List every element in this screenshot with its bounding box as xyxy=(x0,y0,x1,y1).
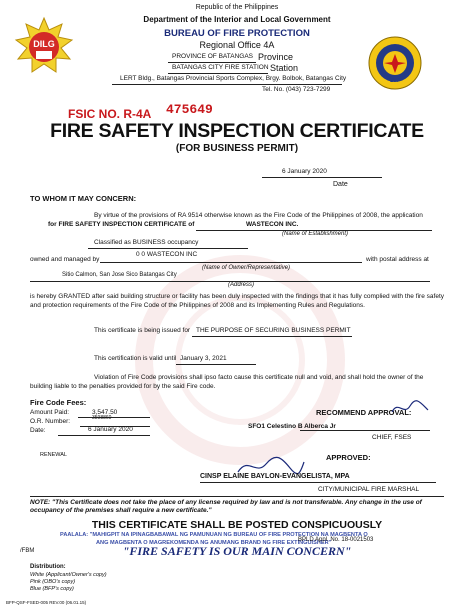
address-caption: (Address) xyxy=(228,282,255,288)
date-label: Date xyxy=(333,181,348,188)
validity-label: This certification is valid until xyxy=(94,355,177,362)
bpld-stamp: BPLD Appl. No. 18-0021503 xyxy=(298,537,374,543)
or-number-label: O.R. Number: xyxy=(30,418,71,425)
issue-date: 6 January 2020 xyxy=(282,168,327,175)
paalala-notice: PAALALA: "MAHIGPIT NA IPINAGBABAWAL NG PAMUNUAN NG BUREAU OF FIRE PROTECTION NA MAGBENTA O xyxy=(60,532,368,538)
intro-line-2: for FIRE SAFETY INSPECTION CERTIFICATE of xyxy=(48,221,195,228)
owner-address: Sitio Calmon, San Jose Sico Batangas City xyxy=(62,272,177,278)
distribution-item: Pink (OBO's copy) xyxy=(30,579,76,585)
granted-paragraph: is hereby GRANTED after said building structure or facility has been duly inspected with the findings that it has fully complied with the fire safety and protection requirements of the Fire Code of the Philippines of 2008 and its Implementing Rules and Regulations. xyxy=(30,293,444,309)
station-underline xyxy=(168,73,268,74)
province-underline xyxy=(168,62,256,63)
certificate-subtitle: (FOR BUSINESS PERMIT) xyxy=(175,143,299,154)
date-underline xyxy=(262,177,382,178)
approver-title: CITY/MUNICIPAL FIRE MARSHAL xyxy=(318,486,420,493)
intro-line-1: By virtue of the provisions of RA 9514 otherwise known as the Fire Code of the Philippines of 2008, the application xyxy=(94,212,423,219)
slogan: "FIRE SAFETY IS OUR MAIN CONCERN" xyxy=(122,544,352,558)
fee-date-value: 6 January 2020 xyxy=(88,426,133,433)
owned-label: owned and managed by xyxy=(30,256,100,263)
bureau-name: BUREAU OF FIRE PROTECTION xyxy=(164,28,310,39)
establishment-caption: (Name of Establishment) xyxy=(282,231,349,237)
postal-address-label: with postal address at xyxy=(366,256,429,263)
fees-heading: Fire Code Fees: xyxy=(30,398,87,407)
certificate-title: FIRE SAFETY INSPECTION CERTIFICATE xyxy=(50,120,424,142)
approver-name: CINSP ELAINE BAYLON-EVANGELISTA, MPA xyxy=(200,473,350,480)
recommend-approval-label: RECOMMEND APPROVAL: xyxy=(316,408,412,417)
fee-date-underline xyxy=(58,435,150,436)
amount-underline xyxy=(78,417,150,418)
footer-note: NOTE: "This Certificate does not take the place of any license required by law and is not transferable. Any change in the use of occupancy of the premises shall require a new certificate." xyxy=(30,499,422,515)
form-code: BFP-QSF-FSED-005 REV.00 (06.01.15) xyxy=(6,600,87,605)
owner-name: 0 0 WASTECON INC xyxy=(136,251,198,258)
salutation: TO WHOM IT MAY CONCERN: xyxy=(30,194,137,203)
purpose-label: This certificate is being issued for xyxy=(94,327,191,334)
approver-underline xyxy=(200,482,436,483)
recommender-name: SFO1 Celestino B Alberca Jr xyxy=(248,423,336,430)
bfp-logo-text: BFP xyxy=(390,78,400,84)
amount-label: Amount Paid: xyxy=(30,409,70,416)
purpose-value: THE PURPOSE OF SECURING BUSINESS PERMIT xyxy=(196,327,351,334)
address-underline xyxy=(112,84,342,85)
distribution-heading: Distribution: xyxy=(30,564,66,570)
recommender-title: CHIEF, FSES xyxy=(372,434,412,441)
occupancy-classification: Classified as BUSINESS occupancy xyxy=(94,239,199,246)
station-name: BATANGAS CITY FIRE STATION xyxy=(172,64,269,71)
footer-divider xyxy=(30,496,444,497)
purpose-underline xyxy=(192,336,352,337)
province-name: PROVINCE OF BATANGAS xyxy=(172,53,254,60)
distribution-item: White (Applicant/Owner's copy) xyxy=(30,572,107,578)
station-address: LERT Bldg., Batangas Provincial Sports Complex, Brgy. Bolbok, Batangas City xyxy=(120,75,347,82)
recommender-underline xyxy=(300,430,430,431)
or-number-value: 3598860 xyxy=(92,415,112,421)
renewal-tag: RENEWAL xyxy=(40,452,67,458)
initials: /FBM xyxy=(20,548,35,554)
republic-line: Republic of the Philippines xyxy=(195,4,279,11)
valid-underline xyxy=(176,364,256,365)
approved-label: APPROVED: xyxy=(326,453,371,462)
violation-paragraph: Violation of Fire Code provisions shall ipso facto cause this certificate null and void, and shall hold the owner of the building liable to the penalties provided for by the said Fire code. xyxy=(30,374,424,390)
station-label: Station xyxy=(270,63,299,73)
valid-until: January 3, 2021 xyxy=(180,355,227,362)
posting-notice: THIS CERTIFICATE SHALL BE POSTED CONSPICUOUSLY xyxy=(91,519,383,531)
owner-caption: (Name of Owner/Representative) xyxy=(202,265,291,271)
province-label: Province xyxy=(258,52,294,62)
fsic-number: 475649 xyxy=(166,102,213,117)
establishment-name: WASTECON INC. xyxy=(246,221,299,228)
fee-date-label: Date: xyxy=(30,427,46,434)
amount-value: 3,547.50 xyxy=(92,409,118,416)
department-line: Department of the Interior and Local Government xyxy=(143,15,331,24)
fsic-label: FSIC NO. R-4A xyxy=(68,107,152,121)
dilg-logo-text: DILG xyxy=(33,39,55,49)
recommender-signature xyxy=(390,398,430,418)
regional-office: Regional Office 4A xyxy=(199,40,275,50)
owner-underline xyxy=(100,262,362,263)
occupancy-underline xyxy=(88,248,248,249)
paalala-notice-2: ANG MAGBENTA O MAGREKOMENDA NG ANUMANG BRAND NG FIRE EXTINGUISHER" xyxy=(96,540,332,546)
telephone: Tel. No. (043) 723-7299 xyxy=(262,86,331,93)
distribution-item: Blue (BFP's copy) xyxy=(30,586,74,592)
